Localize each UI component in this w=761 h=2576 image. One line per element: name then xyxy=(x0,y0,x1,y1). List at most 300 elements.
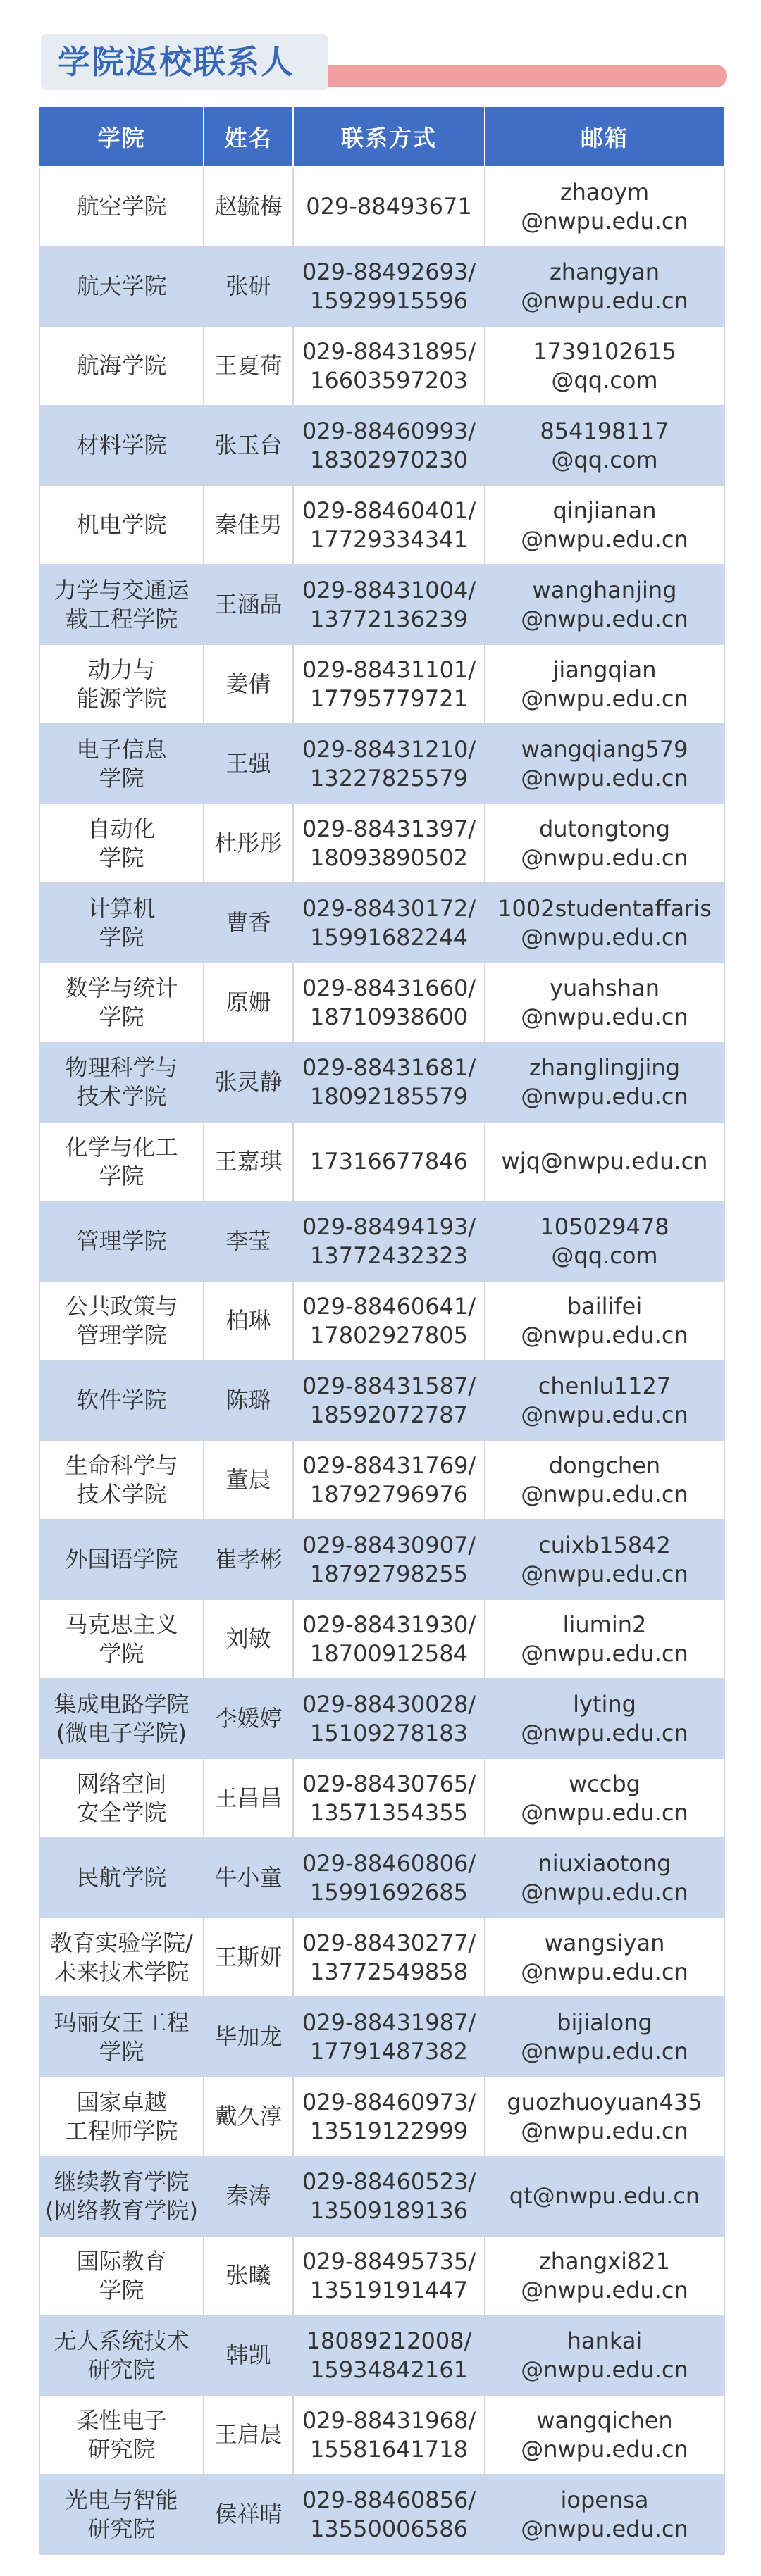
college-cell-line: 集成电路学院 xyxy=(54,1690,190,1718)
table-row xyxy=(39,2236,724,2315)
name-cell: 柏琳 xyxy=(204,1281,293,1361)
table-row xyxy=(39,1122,724,1201)
phone-cell-line: 029-88431930/ xyxy=(302,1611,476,1638)
table-row xyxy=(39,724,724,804)
phone-cell-line: 16603597203 xyxy=(310,366,468,394)
phone-cell-line: 029-88430277/ xyxy=(302,1929,476,1956)
phone-cell-line: 13227825579 xyxy=(310,764,468,792)
email-cell xyxy=(485,565,724,644)
college-cell-line: 学院 xyxy=(99,923,144,951)
email-cell-line: zhangyan xyxy=(549,258,660,285)
phone-cell-line: 13519122999 xyxy=(310,2117,468,2144)
phone-cell xyxy=(293,1201,485,1281)
phone-cell-line: 029-88492693/ xyxy=(302,258,476,285)
contact-table xyxy=(39,106,725,2555)
email-cell-line: @nwpu.edu.cn xyxy=(521,1003,688,1030)
phone-cell xyxy=(293,1599,485,1679)
table-row xyxy=(39,1440,724,1520)
email-cell-line: bailifei xyxy=(567,1292,643,1320)
phone-cell-line: 13519191447 xyxy=(310,2276,468,2303)
phone-cell xyxy=(293,2236,485,2315)
email-cell xyxy=(485,406,724,485)
email-cell-line: wangsiyan xyxy=(544,1929,665,1956)
phone-cell-line: 029-88431587/ xyxy=(302,1372,476,1399)
table-row xyxy=(39,804,724,883)
college-cell-line: 软件学院 xyxy=(76,1387,167,1413)
college-cell-line: 电子信息 xyxy=(76,735,167,763)
phone-cell xyxy=(293,724,485,804)
table-body xyxy=(39,167,724,2554)
table-header-row xyxy=(39,106,724,167)
phone-cell xyxy=(293,2156,485,2236)
phone-cell-line: 13571354355 xyxy=(310,1799,468,1826)
table-row xyxy=(39,644,724,724)
table-row xyxy=(39,246,724,326)
college-cell-line: 生命科学与 xyxy=(65,1451,178,1479)
phone-cell-line: 029-88431987/ xyxy=(302,2008,476,2036)
phone-cell-line: 17316677846 xyxy=(310,1148,468,1175)
name-cell: 张灵静 xyxy=(204,1042,293,1122)
phone-cell xyxy=(293,246,485,326)
email-cell-line: wangqiang579 xyxy=(521,735,688,763)
name-cell: 王涵晶 xyxy=(204,565,293,644)
table-row xyxy=(39,1679,724,1758)
phone-cell xyxy=(293,1361,485,1440)
email-cell xyxy=(485,1679,724,1758)
college-cell-line: 航空学院 xyxy=(76,193,167,220)
email-cell xyxy=(485,1918,724,1997)
email-cell-line: 105029478 xyxy=(540,1213,669,1240)
college-cell xyxy=(39,565,204,644)
email-cell-line: bijialong xyxy=(557,2008,652,2036)
table-row xyxy=(39,565,724,644)
email-cell-line: iopensa xyxy=(560,2486,649,2513)
name-cell: 杜彤彤 xyxy=(204,804,293,883)
phone-cell-line: 13772549858 xyxy=(310,1958,468,1985)
phone-cell xyxy=(293,1838,485,1918)
email-cell-line: niuxiaotong xyxy=(538,1849,672,1877)
college-cell xyxy=(39,644,204,724)
phone-cell-line: 029-88460993/ xyxy=(302,417,476,444)
name-cell: 秦佳男 xyxy=(204,485,293,565)
email-cell-line: zhangxi821 xyxy=(538,2247,671,2275)
name-cell: 赵毓梅 xyxy=(204,167,293,246)
page-title: 学院返校联系人 xyxy=(58,43,295,81)
college-cell-line: 民航学院 xyxy=(76,1864,167,1891)
college-cell xyxy=(39,406,204,485)
header-name: 姓名 xyxy=(204,106,293,167)
table-row xyxy=(39,2395,724,2475)
college-cell xyxy=(39,724,204,804)
college-cell xyxy=(39,2156,204,2236)
phone-cell-line: 17802927805 xyxy=(310,1321,468,1349)
college-cell xyxy=(39,1679,204,1758)
email-cell-line: @qq.com xyxy=(551,366,658,394)
phone-cell-line: 029-88460973/ xyxy=(302,2088,476,2115)
phone-cell xyxy=(293,2475,485,2554)
college-cell xyxy=(39,485,204,565)
phone-cell-line: 029-88431210/ xyxy=(302,735,476,763)
phone-cell-line: 029-88460401/ xyxy=(302,496,476,524)
table-row xyxy=(39,1599,724,1679)
phone-cell-line: 029-88460523/ xyxy=(302,2168,476,2195)
phone-cell-line: 13509189136 xyxy=(310,2196,468,2224)
email-cell-line: chenlu1127 xyxy=(538,1372,672,1399)
phone-cell xyxy=(293,406,485,485)
college-cell-line: 技术学院 xyxy=(76,1480,167,1508)
table-row xyxy=(39,1281,724,1361)
email-cell xyxy=(485,246,724,326)
email-cell xyxy=(485,1838,724,1918)
table-row xyxy=(39,883,724,963)
email-cell-line: @nwpu.edu.cn xyxy=(521,1082,688,1110)
email-cell xyxy=(485,1599,724,1679)
phone-cell-line: 029-88431397/ xyxy=(302,815,476,842)
email-cell xyxy=(485,644,724,724)
college-cell xyxy=(39,1520,204,1599)
table-row xyxy=(39,963,724,1042)
name-cell: 姜倩 xyxy=(204,644,293,724)
phone-cell xyxy=(293,485,485,565)
name-cell: 王嘉琪 xyxy=(204,1122,293,1201)
header-email: 邮箱 xyxy=(485,106,724,167)
email-cell-line: dutongtong xyxy=(538,815,671,842)
phone-cell-line: 029-88430028/ xyxy=(302,1690,476,1718)
email-cell xyxy=(485,1520,724,1599)
name-cell: 张曦 xyxy=(204,2236,293,2315)
email-cell-line: lyting xyxy=(573,1690,636,1718)
college-cell-line: 无人系统技术 xyxy=(54,2327,190,2354)
name-cell: 毕加龙 xyxy=(204,1997,293,2077)
phone-cell-line: 18092185579 xyxy=(310,1082,468,1110)
phone-cell-line: 029-88460856/ xyxy=(302,2486,476,2513)
email-cell-line: wccbg xyxy=(569,1770,641,1797)
phone-cell-line: 18792798255 xyxy=(310,1560,468,1587)
email-cell-line: jiangqian xyxy=(552,656,657,683)
table-row xyxy=(39,406,724,485)
college-cell-line: 数学与统计 xyxy=(65,974,178,1001)
phone-cell xyxy=(293,963,485,1042)
college-cell-line: 航海学院 xyxy=(76,352,167,379)
name-cell: 崔孝彬 xyxy=(204,1520,293,1599)
name-cell: 原姗 xyxy=(204,963,293,1042)
college-cell-line: 学院 xyxy=(99,844,144,871)
college-cell-line: 能源学院 xyxy=(76,684,167,712)
phone-cell-line: 17791487382 xyxy=(310,2037,468,2065)
email-cell-line: @nwpu.edu.cn xyxy=(521,1958,688,1985)
table-row xyxy=(39,1361,724,1440)
email-cell-line: yuahshan xyxy=(550,974,660,1001)
phone-cell xyxy=(293,1440,485,1520)
email-cell-line: @nwpu.edu.cn xyxy=(521,2435,688,2463)
phone-cell xyxy=(293,167,485,246)
email-cell-line: qt@nwpu.edu.cn xyxy=(509,2182,700,2209)
email-cell xyxy=(485,2156,724,2236)
email-cell-line: @nwpu.edu.cn xyxy=(521,1480,688,1508)
email-cell xyxy=(485,1122,724,1201)
phone-cell-line: 18592072787 xyxy=(310,1401,468,1428)
phone-cell xyxy=(293,644,485,724)
phone-cell xyxy=(293,565,485,644)
email-cell xyxy=(485,2077,724,2156)
table-row xyxy=(39,2077,724,2156)
phone-cell-line: 17795779721 xyxy=(310,684,468,712)
email-cell-line: @nwpu.edu.cn xyxy=(521,287,688,314)
phone-cell-line: 18792796976 xyxy=(310,1480,468,1508)
phone-cell-line: 13550006586 xyxy=(310,2515,468,2542)
college-cell-line: 光电与智能 xyxy=(65,2486,178,2513)
college-cell-line: 学院 xyxy=(99,1162,144,1189)
phone-cell-line: 18093890502 xyxy=(310,844,468,871)
college-cell xyxy=(39,2236,204,2315)
page-header xyxy=(0,0,761,106)
college-cell xyxy=(39,1758,204,1838)
email-cell-line: liumin2 xyxy=(562,1611,647,1638)
email-cell-line: @nwpu.edu.cn xyxy=(521,605,688,632)
table-row xyxy=(39,1838,724,1918)
table-row xyxy=(39,167,724,246)
college-cell-line: 马克思主义 xyxy=(65,1611,178,1638)
name-cell: 张研 xyxy=(204,246,293,326)
college-cell-line: 国家卓越 xyxy=(76,2088,167,2115)
header-college: 学院 xyxy=(39,106,204,167)
name-cell: 曹香 xyxy=(204,883,293,963)
college-cell-line: (网络教育学院) xyxy=(45,2196,198,2224)
table-row xyxy=(39,1042,724,1122)
college-cell-line: 学院 xyxy=(99,2276,144,2303)
phone-cell-line: 18089212008/ xyxy=(306,2327,472,2354)
phone-cell xyxy=(293,1520,485,1599)
name-cell: 李莹 xyxy=(204,1201,293,1281)
phone-cell-line: 15109278183 xyxy=(310,1719,468,1746)
email-cell xyxy=(485,1758,724,1838)
college-cell-line: 工程师学院 xyxy=(65,2117,178,2144)
table-row xyxy=(39,1520,724,1599)
name-cell: 陈璐 xyxy=(204,1361,293,1440)
email-cell-line: wjq@nwpu.edu.cn xyxy=(501,1148,708,1175)
email-cell-line: @nwpu.edu.cn xyxy=(521,2515,688,2542)
phone-cell xyxy=(293,326,485,406)
email-cell-line: @nwpu.edu.cn xyxy=(521,1719,688,1746)
email-cell-line: qinjianan xyxy=(552,496,657,524)
email-cell-line: @nwpu.edu.cn xyxy=(521,1321,688,1349)
email-cell xyxy=(485,2315,724,2395)
phone-cell xyxy=(293,1758,485,1838)
email-cell xyxy=(485,1281,724,1361)
college-cell-line: 学院 xyxy=(99,1003,144,1030)
table-row xyxy=(39,326,724,406)
college-cell xyxy=(39,1122,204,1201)
college-cell-line: 学院 xyxy=(99,1639,144,1667)
phone-cell-line: 029-88460641/ xyxy=(302,1292,476,1320)
college-cell-line: 学院 xyxy=(99,2037,144,2065)
email-cell-line: @nwpu.edu.cn xyxy=(521,525,688,553)
college-cell xyxy=(39,1201,204,1281)
email-cell-line: wanghanjing xyxy=(532,576,677,604)
phone-cell xyxy=(293,1918,485,1997)
phone-cell-line: 13772136239 xyxy=(310,605,468,632)
college-cell-line: (微电子学院) xyxy=(56,1719,187,1746)
email-cell-line: @qq.com xyxy=(551,1242,658,1269)
email-cell xyxy=(485,804,724,883)
table-row xyxy=(39,1201,724,1281)
college-cell-line: 管理学院 xyxy=(76,1227,167,1254)
college-cell-line: 机电学院 xyxy=(76,511,167,538)
email-cell-line: zhaoym xyxy=(559,178,650,206)
header-contact: 联系方式 xyxy=(293,106,485,167)
college-cell xyxy=(39,1042,204,1122)
email-cell-line: 1002studentaffaris xyxy=(497,894,712,922)
college-cell-line: 管理学院 xyxy=(76,1321,167,1349)
college-cell-line: 未来技术学院 xyxy=(54,1958,190,1985)
name-cell: 牛小童 xyxy=(204,1838,293,1918)
college-cell xyxy=(39,1599,204,1679)
email-cell-line: @nwpu.edu.cn xyxy=(521,923,688,951)
name-cell: 秦涛 xyxy=(204,2156,293,2236)
email-cell-line: @nwpu.edu.cn xyxy=(521,1639,688,1667)
phone-cell-line: 029-88460806/ xyxy=(302,1849,476,1877)
email-cell-line: dongchen xyxy=(548,1451,661,1479)
phone-cell-line: 029-88494193/ xyxy=(302,1213,476,1240)
email-cell-line: wangqichen xyxy=(536,2406,673,2434)
email-cell-line: @nwpu.edu.cn xyxy=(521,844,688,871)
college-cell-line: 继续教育学院 xyxy=(54,2168,190,2195)
college-cell-line: 外国语学院 xyxy=(65,1546,178,1573)
phone-cell xyxy=(293,804,485,883)
email-cell xyxy=(485,2395,724,2475)
email-cell-line: @nwpu.edu.cn xyxy=(521,2117,688,2144)
college-cell-line: 安全学院 xyxy=(76,1799,167,1826)
phone-cell-line: 15991692685 xyxy=(310,1878,468,1906)
phone-cell-line: 029-88431895/ xyxy=(302,337,476,365)
college-cell xyxy=(39,2077,204,2156)
name-cell: 董晨 xyxy=(204,1440,293,1520)
table-row xyxy=(39,2156,724,2236)
phone-cell-line: 029-88431769/ xyxy=(302,1451,476,1479)
phone-cell xyxy=(293,2077,485,2156)
college-cell-line: 柔性电子 xyxy=(76,2406,167,2434)
table-row xyxy=(39,2475,724,2554)
phone-cell-line: 029-88430172/ xyxy=(302,894,476,922)
college-cell xyxy=(39,2395,204,2475)
email-cell xyxy=(485,485,724,565)
phone-cell xyxy=(293,2395,485,2475)
phone-cell-line: 13772432323 xyxy=(310,1242,468,1269)
college-cell-line: 载工程学院 xyxy=(65,605,178,632)
name-cell: 王启晨 xyxy=(204,2395,293,2475)
phone-cell xyxy=(293,1281,485,1361)
contact-table-wrapper xyxy=(39,106,724,2555)
college-cell-line: 材料学院 xyxy=(76,432,167,458)
table-row xyxy=(39,1997,724,2077)
email-cell-line: @nwpu.edu.cn xyxy=(521,1401,688,1428)
name-cell: 王昌昌 xyxy=(204,1758,293,1838)
email-cell xyxy=(485,2475,724,2554)
college-cell xyxy=(39,2315,204,2395)
email-cell-line: @nwpu.edu.cn xyxy=(521,684,688,712)
table-row xyxy=(39,1758,724,1838)
email-cell xyxy=(485,167,724,246)
college-cell-line: 研究院 xyxy=(87,2435,156,2463)
name-cell: 王夏荷 xyxy=(204,326,293,406)
college-cell-line: 教育实验学院/ xyxy=(50,1929,193,1956)
name-cell: 王强 xyxy=(204,724,293,804)
title-accent-bar xyxy=(289,65,727,87)
college-cell xyxy=(39,1361,204,1440)
phone-cell-line: 029-88493671 xyxy=(306,193,472,220)
phone-cell-line: 029-88431660/ xyxy=(302,974,476,1001)
email-cell xyxy=(485,1361,724,1440)
table-row xyxy=(39,1918,724,1997)
name-cell: 李媛婷 xyxy=(204,1679,293,1758)
email-cell-line: @nwpu.edu.cn xyxy=(521,2276,688,2303)
college-cell-line: 国际教育 xyxy=(76,2247,167,2275)
phone-cell-line: 029-88431681/ xyxy=(302,1053,476,1081)
email-cell xyxy=(485,724,724,804)
email-cell xyxy=(485,1201,724,1281)
college-cell xyxy=(39,167,204,246)
college-cell-line: 网络空间 xyxy=(76,1770,167,1797)
phone-cell-line: 029-88430907/ xyxy=(302,1531,476,1558)
name-cell: 张玉台 xyxy=(204,406,293,485)
phone-cell-line: 029-88431101/ xyxy=(302,656,476,683)
email-cell-line: @nwpu.edu.cn xyxy=(521,1878,688,1906)
college-cell xyxy=(39,1838,204,1918)
college-cell-line: 动力与 xyxy=(87,656,156,683)
email-cell-line: @nwpu.edu.cn xyxy=(521,1560,688,1587)
phone-cell xyxy=(293,1997,485,2077)
college-cell-line: 化学与化工 xyxy=(65,1133,178,1161)
college-cell xyxy=(39,1918,204,1997)
name-cell: 戴久淳 xyxy=(204,2077,293,2156)
phone-cell-line: 029-88495735/ xyxy=(302,2247,476,2275)
phone-cell xyxy=(293,883,485,963)
college-cell xyxy=(39,1440,204,1520)
email-cell-line: @nwpu.edu.cn xyxy=(521,207,688,235)
table-row xyxy=(39,485,724,565)
college-cell xyxy=(39,1997,204,2077)
phone-cell-line: 029-88431004/ xyxy=(302,576,476,604)
phone-cell xyxy=(293,1122,485,1201)
email-cell xyxy=(485,326,724,406)
email-cell-line: hankai xyxy=(567,2327,643,2354)
college-cell xyxy=(39,2475,204,2554)
email-cell-line: 1739102615 xyxy=(533,337,676,365)
name-cell: 刘敏 xyxy=(204,1599,293,1679)
college-cell xyxy=(39,804,204,883)
college-cell xyxy=(39,326,204,406)
email-cell xyxy=(485,2236,724,2315)
name-cell: 侯祥晴 xyxy=(204,2475,293,2554)
college-cell-line: 玛丽女王工程 xyxy=(54,2008,190,2036)
college-cell xyxy=(39,1281,204,1361)
phone-cell-line: 15934842161 xyxy=(310,2356,468,2383)
email-cell-line: @nwpu.edu.cn xyxy=(521,2356,688,2383)
phone-cell-line: 18302970230 xyxy=(310,446,468,473)
email-cell-line: @nwpu.edu.cn xyxy=(521,2037,688,2065)
name-cell: 韩凯 xyxy=(204,2315,293,2395)
phone-cell-line: 15581641718 xyxy=(310,2435,468,2463)
college-cell-line: 自动化 xyxy=(87,815,156,842)
email-cell-line: @nwpu.edu.cn xyxy=(521,764,688,792)
email-cell-line: 854198117 xyxy=(540,417,669,444)
phone-cell xyxy=(293,1679,485,1758)
college-cell-line: 公共政策与 xyxy=(65,1292,178,1320)
email-cell xyxy=(485,963,724,1042)
college-cell-line: 物理科学与 xyxy=(65,1053,178,1081)
email-cell xyxy=(485,1440,724,1520)
college-cell-line: 航天学院 xyxy=(76,273,167,299)
